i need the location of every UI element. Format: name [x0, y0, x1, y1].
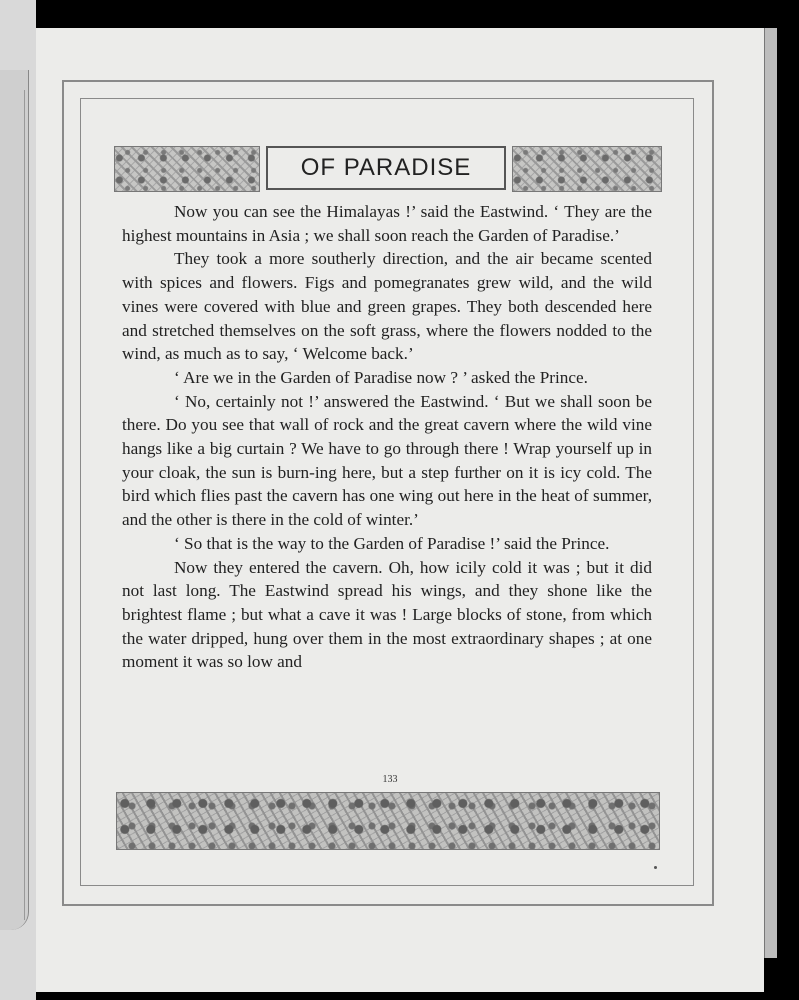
bottom-ornament-band	[116, 792, 660, 850]
facing-page-edge	[0, 0, 36, 1000]
book-edge-right	[764, 28, 777, 958]
chapter-title: OF PARADISE	[300, 154, 472, 181]
paragraph: ‘ Are we in the Garden of Paradise now ? ’ asked the Prince.	[174, 367, 588, 387]
title-ornament-left	[114, 146, 260, 192]
page-number: 133	[382, 774, 398, 785]
title-band	[114, 146, 660, 190]
paragraph: Now they entered the cavern. Oh, how icily cold it was ; but it did not last long. The Eastwind spread his wings, and they shone like the brightest flame ; but what a cave it was ! Large blocks of stone, from which the water dripped, hung over them in the most extraordinary shapes ; at one moment it was so low and	[122, 557, 652, 672]
paragraph: ‘ So that is the way to the Garden of Paradise !’ said the Prince.	[174, 533, 610, 553]
paragraph: Now you can see the Himalayas !’ said the Eastwind. ‘ They are the highest mountains in Asia ; we shall soon reach the Garden of Paradise.’	[122, 202, 652, 245]
body-text	[122, 200, 652, 674]
paper-speck	[654, 866, 657, 869]
page-edge-line	[0, 90, 25, 920]
title-ornament-right	[512, 146, 662, 192]
title-box	[266, 146, 506, 190]
paragraph: ‘ No, certainly not !’ answered the Eastwind. ‘ But we shall soon be there. Do you see that wall of rock and the great cavern where the wild vine hangs like a big curtain ? We have to go through there ! Wrap yourself up in your cloak, the sun is burn-ing here, but a step further on it is icy cold. The bird which flies past the cavern has one wing out here in the heat of summer, and the other is there in the cold of winter.’	[122, 391, 652, 530]
paragraph: They took a more southerly direction, and the air became scented with spices and flowers. Figs and pomegranates grew wild, and the wild vines were covered with blue and green grapes. They both descended here and stretched themselves on the soft grass, where the flowers nodded to the wind, as much as to say, ‘ Welcome back.’	[122, 249, 652, 364]
